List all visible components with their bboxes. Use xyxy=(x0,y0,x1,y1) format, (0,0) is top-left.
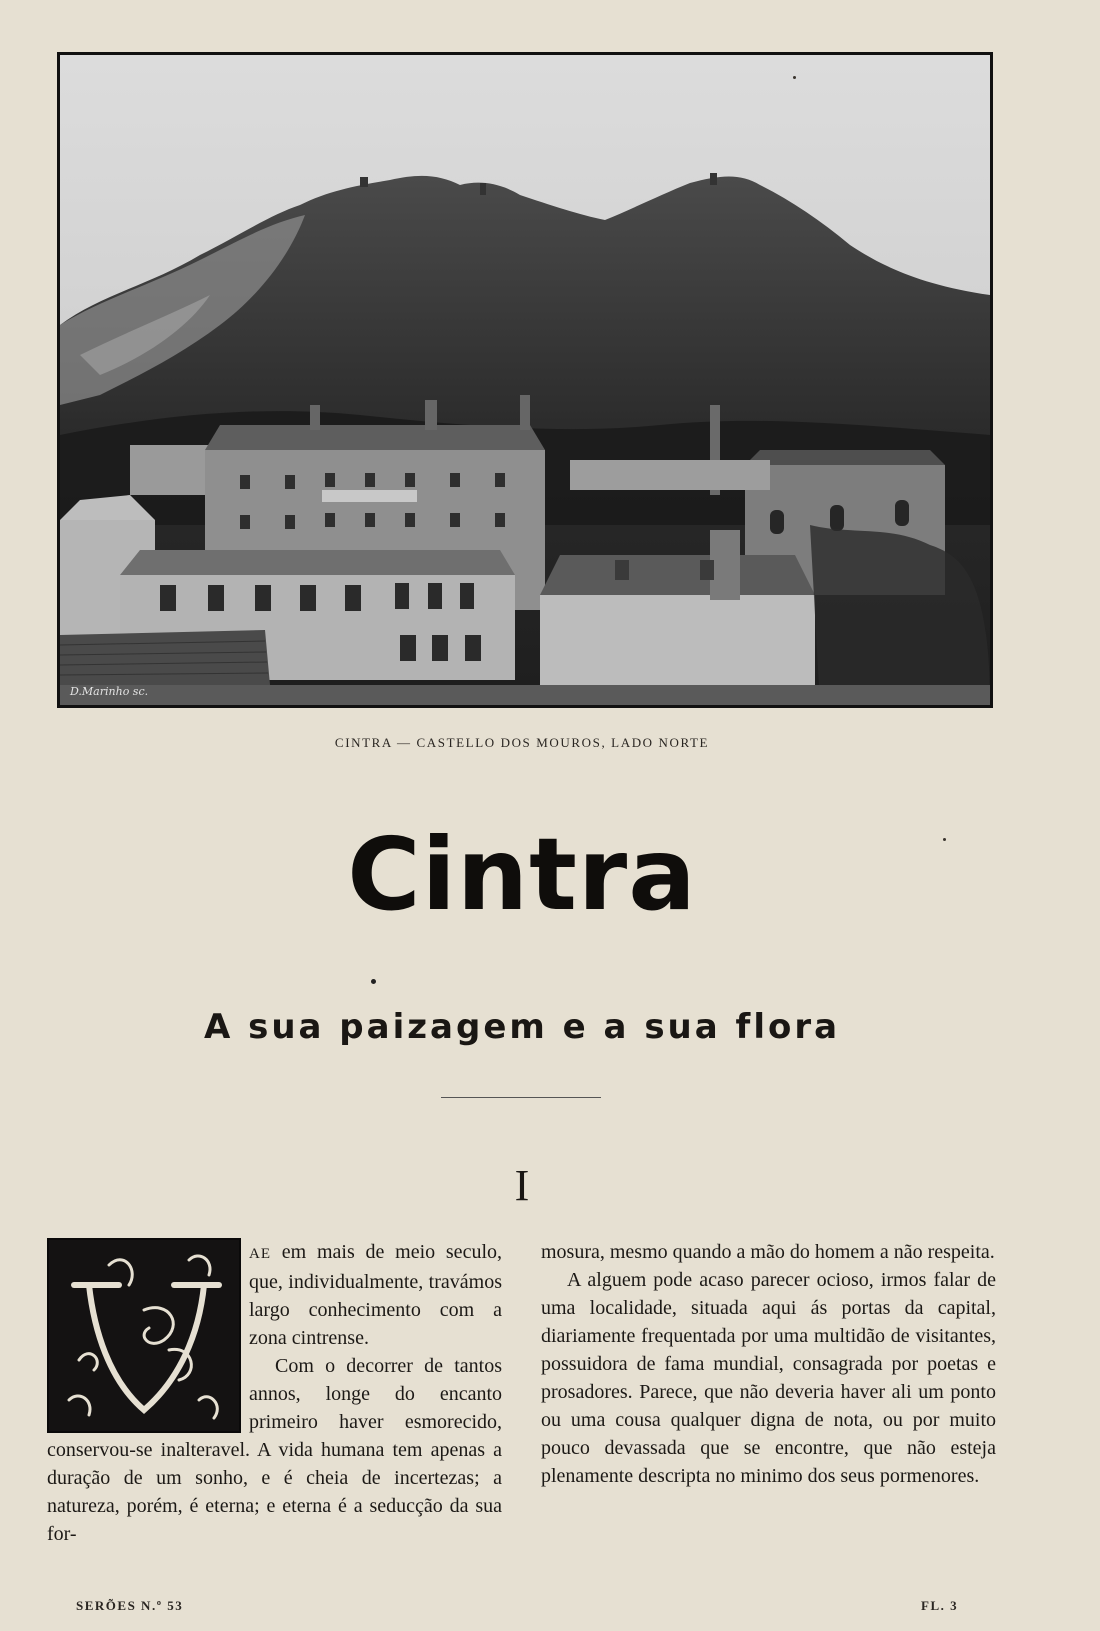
text-column-left xyxy=(47,1238,502,1548)
dropcap-ornament xyxy=(49,1240,239,1431)
article-subtitle: A sua paizagem e a sua flora xyxy=(203,1007,841,1047)
paper-speck xyxy=(793,76,796,79)
section-numeral: I xyxy=(514,1161,530,1210)
paragraph-2: Com o decorrer de tantos annos, longe do encanto primeiro haver esmorecido, conservou-se inalteravel. A vida humana tem apenas a duração de um sonho, e é cheia de incertezas; a natureza, porém, é eterna; e eterna é a seducção da sua for- xyxy=(47,1355,502,1545)
sheet-number: FL. 3 xyxy=(921,1598,959,1613)
dropcap-continuation: AE xyxy=(249,1246,271,1262)
title-divider xyxy=(441,1097,601,1098)
castle-photograph xyxy=(57,52,993,708)
decorative-dot xyxy=(371,979,376,984)
article-title: Cintra xyxy=(347,816,697,933)
paragraph-3: mosura, mesmo quando a mão do homem a não respeita. xyxy=(541,1241,995,1263)
photo-caption: CINTRA — CASTELLO DOS MOUROS, LADO NORTE xyxy=(334,735,710,750)
text-column-right xyxy=(541,1238,996,1490)
ornamental-dropcap xyxy=(47,1238,241,1433)
photo-engraver-signature: D.Marinho sc. xyxy=(70,685,149,698)
paragraph-1-text: em mais de meio seculo, que, individualmente, travámos largo conhecimento com a zona cintrense. xyxy=(249,1241,502,1349)
paragraph-4: A alguem pode acaso parecer ocioso, irmos falar de uma localidade, situada aqui ás portas da capital, diariamente frequentada por uma multidão de visitantes, possuidora de fama mundial, consagrada por poetas e prosadores. Parece, que não deveria haver ali um ponto ou uma cousa qualquer digna de nota, ou por muito pouco devassada que se encontre, que não esteja plenamente descripta no minimo dos seus pormenores. xyxy=(541,1269,996,1487)
paper-speck xyxy=(943,838,946,841)
issue-number: SERÕES N.º 53 xyxy=(76,1598,184,1613)
photo-illustration xyxy=(60,55,990,705)
